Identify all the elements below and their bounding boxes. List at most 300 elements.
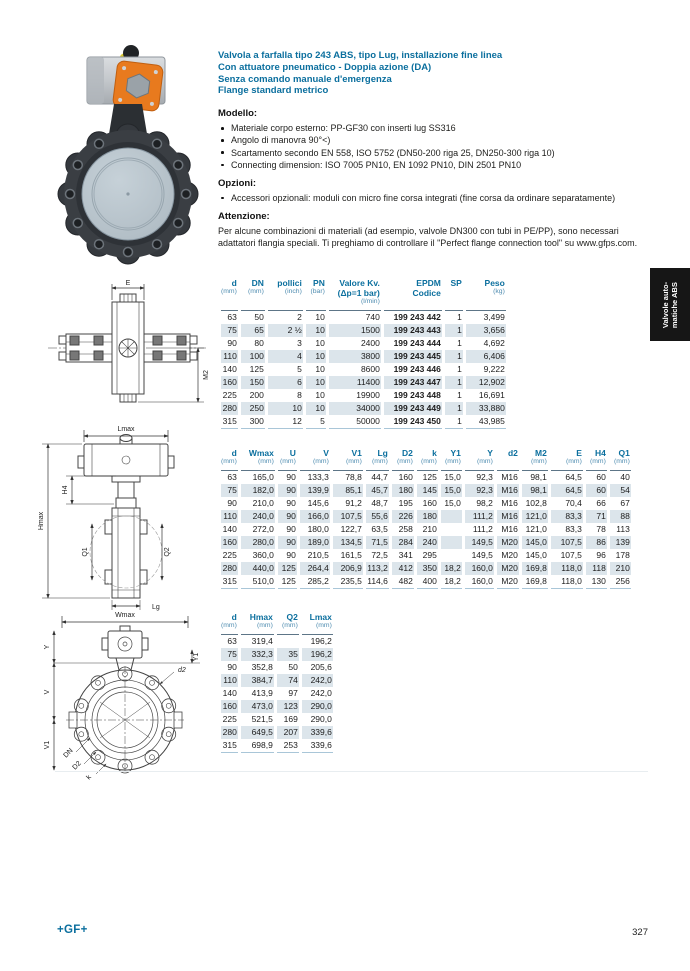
cell: 226 [392, 510, 414, 523]
side-tab-label [661, 281, 679, 327]
cell [441, 523, 462, 536]
column-header-q1: Q1 (mm) [610, 448, 631, 471]
cell: 166,0 [300, 510, 330, 523]
cell: 15,0 [441, 484, 462, 497]
page-title [218, 50, 654, 97]
cell: 10 [306, 324, 326, 337]
cell: 50000 [329, 415, 381, 429]
cell: 45,7 [366, 484, 389, 497]
section-heading-opzioni: Opzioni: [218, 178, 256, 189]
bullet-item [218, 159, 654, 171]
cell: 107,5 [551, 536, 583, 549]
cell: 43,985 [466, 415, 506, 429]
cell: 4 [268, 350, 303, 363]
cell: 199 243 443 [384, 324, 442, 337]
cell: 130 [586, 575, 607, 589]
table-row [221, 687, 333, 700]
cell: M20 [501, 549, 518, 560]
cell: 482 [392, 575, 414, 589]
bullet-text: Materiale corpo esterno: PP-GF30 con inserti lug SS316 [231, 123, 456, 134]
cell: 1 [457, 389, 462, 400]
cell: 145,6 [307, 497, 329, 508]
cell: 440,0 [241, 562, 275, 575]
cell: 63,5 [371, 523, 388, 534]
cell: 145 [417, 484, 438, 497]
table-row [221, 324, 506, 337]
cell: 10 [268, 402, 303, 415]
cell: 178 [615, 549, 630, 560]
cell: 242,0 [302, 674, 333, 687]
gf-logo: +GF+ [57, 924, 88, 936]
bullet-text: Accessori opzionali: moduli con micro fine corsa integrati (fine corsa da ordinare separatamente) [231, 193, 616, 203]
cell: 253 [277, 739, 299, 753]
bullet-icon [221, 151, 224, 154]
cell: M16 [501, 523, 518, 534]
cell: 339,6 [302, 726, 333, 739]
cell: 180 [417, 510, 438, 523]
cell: 199 243 449 [384, 402, 442, 415]
cell: 96 [596, 549, 606, 560]
cell: 258 [398, 523, 413, 534]
cell: 2 [297, 311, 302, 322]
cell: 5 [297, 363, 302, 374]
cell: 256 [610, 575, 631, 589]
column-header-d2: D2 (mm) [392, 448, 414, 471]
cell: 290,0 [310, 713, 332, 724]
cell: 75 [221, 648, 238, 661]
cell: 5 [306, 415, 326, 429]
dim-label-v: V [44, 689, 51, 695]
cell: 48,7 [371, 497, 388, 508]
cell: 88 [610, 510, 631, 523]
table-row [221, 713, 333, 726]
cell: 284 [392, 536, 414, 549]
dim-label-h4: H4 [62, 485, 69, 495]
cell: 6 [268, 376, 303, 389]
cell: 199 243 447 [384, 376, 442, 389]
cell: 15,0 [444, 497, 461, 508]
cell: 90 [286, 471, 296, 482]
cell: 92,3 [465, 484, 494, 497]
cell: 207 [277, 726, 299, 739]
cell: 98,2 [476, 497, 493, 508]
column-header-h4: H4 (mm) [586, 448, 607, 471]
cell: 90 [227, 661, 237, 672]
bullet-text: Angolo di manovra 90°<) [231, 135, 331, 146]
side-tab-line2: matiche ABS [670, 281, 680, 328]
cell: 160 [398, 471, 413, 482]
cell: 9,222 [483, 363, 505, 374]
cell: 3 [297, 337, 302, 348]
cell: 1 [457, 311, 462, 322]
cell: 182,0 [241, 484, 275, 497]
table-row [221, 350, 506, 363]
column-header-k: k (mm) [417, 448, 438, 471]
cell: 264,4 [300, 562, 330, 575]
cell: 3,656 [466, 324, 506, 337]
cell: 121,0 [522, 510, 548, 523]
table-row [221, 402, 506, 415]
table-row [221, 471, 631, 484]
cell: 1 [445, 350, 463, 363]
cell: 114,6 [366, 575, 389, 589]
cell: 44,7 [371, 471, 388, 482]
column-header-dn: DN (mm) [241, 278, 265, 311]
dim-label-d2-bolt: D2 [71, 760, 83, 772]
cell: 92,3 [476, 471, 493, 482]
cell: 98,1 [530, 471, 547, 482]
table-row [221, 739, 333, 753]
cell: 90 [286, 549, 296, 560]
cell: 16,691 [478, 389, 505, 400]
cell: 206,9 [333, 562, 363, 575]
cell: 180,0 [307, 523, 329, 534]
opzioni-bullet-list [218, 192, 654, 204]
cell: 339,6 [302, 739, 333, 753]
bullet-text: Scartamento secondo EN 558, ISO 5752 (DN50-200 riga 25, DN250-300 riga 10) [231, 147, 555, 158]
cell: 63 [227, 311, 237, 322]
dim-label-dn: DN [62, 747, 75, 760]
column-header-d: d (mm) [221, 612, 238, 635]
cell: 210 [610, 562, 631, 575]
cell: 83,3 [565, 523, 582, 534]
cell [441, 510, 462, 523]
table-row [221, 311, 506, 324]
cell: 18,2 [441, 562, 462, 575]
text-line: Flange standard metrico [218, 85, 329, 97]
cell: 272,0 [252, 523, 274, 534]
cell: 315 [221, 575, 238, 589]
dim-label-hmax: Hmax [38, 511, 45, 531]
cell: M16 [501, 497, 518, 508]
cell: 400 [417, 575, 438, 589]
cell: M20 [497, 575, 519, 589]
cell: 199 243 446 [393, 363, 441, 374]
cell: 139 [610, 536, 631, 549]
dim-label-v1: V1 [44, 740, 51, 750]
cell: 649,5 [241, 726, 274, 739]
dim-label-lmax: Lmax [117, 426, 135, 433]
cell: 15,0 [444, 471, 461, 482]
cell: 10 [315, 389, 325, 400]
cell: 97 [288, 687, 298, 698]
table-row [221, 389, 506, 402]
cell: 71 [586, 510, 607, 523]
column-header-lmax: Lmax (mm) [302, 612, 333, 635]
cell: 140 [222, 523, 237, 534]
cell: 8600 [360, 363, 380, 374]
dim-label-m2: M2 [203, 370, 210, 380]
column-header-pn: PN (bar) [306, 278, 326, 311]
cell: 133,3 [307, 471, 329, 482]
bullet-icon [221, 197, 224, 200]
cell: 160 [222, 536, 237, 547]
side-tab-line1: Valvole auto- [661, 281, 671, 328]
table-row [221, 510, 631, 523]
column-header-u: U (mm) [278, 448, 297, 471]
cell: 295 [422, 549, 437, 560]
dim-label-q2: Q2 [164, 547, 171, 557]
cell: 121,0 [525, 523, 547, 534]
table-row [221, 363, 506, 376]
drawing-plan-view [42, 276, 212, 431]
column-header-hmax: Hmax (mm) [241, 612, 274, 635]
cell: 145,0 [525, 549, 547, 560]
cell: 1 [457, 363, 462, 374]
dim-label-wmax: Wmax [115, 612, 135, 619]
cell: 63 [227, 635, 237, 646]
cell: 10 [315, 311, 325, 322]
cell: 225 [222, 549, 237, 560]
butterfly-valve-photo-icon [30, 40, 215, 272]
cell: 50 [288, 661, 298, 672]
cell: 205,6 [310, 661, 332, 672]
text-line: Valvola a farfalla tipo 243 ABS, tipo Lug, installazione fine linea [218, 50, 503, 61]
cell: 319,4 [251, 635, 273, 646]
cell: 78,8 [345, 471, 362, 482]
cell: 11400 [329, 376, 381, 389]
cell: 740 [365, 311, 380, 322]
side-tab [650, 268, 690, 341]
cell: 139,9 [300, 484, 330, 497]
column-header-epdm: EPDM Codice [384, 278, 442, 311]
column-header-pollici: pollici (inch) [268, 278, 303, 311]
cell: 210 [422, 523, 437, 534]
cell: 225 [222, 389, 237, 400]
cell: 160 [222, 700, 237, 711]
cell: 280 [222, 562, 237, 573]
table-row [221, 648, 333, 661]
cell: 149,5 [465, 536, 494, 549]
dimensions-height-grid [218, 612, 336, 753]
column-header-lg: Lg (mm) [366, 448, 389, 471]
cell: M20 [497, 562, 519, 575]
cell: 110 [221, 350, 238, 363]
cell: 285,2 [300, 575, 330, 589]
table-row [221, 523, 631, 536]
cell: 134,5 [333, 536, 363, 549]
cell: 118,0 [551, 562, 583, 575]
cell: M16 [497, 510, 519, 523]
cell: 40 [620, 471, 630, 482]
cell: 150 [241, 376, 265, 389]
table-row [221, 674, 333, 687]
cell: 65 [241, 324, 265, 337]
text-line: Senza comando manuale d'emergenza [218, 73, 392, 85]
cell: 169 [283, 713, 298, 724]
column-header-d: d (mm) [221, 278, 238, 311]
cell: 199 243 448 [393, 389, 441, 400]
cell: 140 [222, 687, 237, 698]
cell: 19900 [356, 389, 380, 400]
cell: 473,0 [241, 700, 274, 713]
cell: 1 [445, 376, 463, 389]
cell: M16 [497, 484, 519, 497]
cell: 10 [306, 376, 326, 389]
cell: 125 [422, 471, 437, 482]
column-header-y: Y (mm) [465, 448, 494, 471]
modello-bullet-list [218, 122, 654, 171]
cell: 250 [241, 402, 265, 415]
text-line: Con attuatore pneumatico - Doppia azione (DA) [218, 61, 432, 73]
cell [441, 536, 462, 549]
cell: 118,0 [551, 575, 583, 589]
ordering-grid [218, 278, 509, 429]
cell: 290,0 [302, 700, 333, 713]
table-row [221, 484, 631, 497]
cell: 160 [222, 376, 237, 387]
cell: 86 [586, 536, 607, 549]
cell: 83,3 [551, 510, 583, 523]
section-heading-attenzione: Attenzione: [218, 211, 270, 223]
cell: 160 [422, 497, 437, 508]
section-heading-modello: Modello: [218, 108, 258, 120]
dim-label-y1: Y1 [193, 652, 200, 662]
column-header-d: d (mm) [221, 448, 238, 471]
cell: 199 243 445 [384, 350, 442, 363]
cell: 1 [445, 415, 463, 429]
cell: 113 [616, 523, 630, 534]
cell: 107,5 [560, 549, 582, 560]
dimensions-table-main [218, 448, 634, 589]
cell: 50 [254, 311, 264, 322]
cell: 70,4 [565, 497, 582, 508]
column-header-e: E (mm) [551, 448, 583, 471]
cell: 64,5 [551, 484, 583, 497]
bullet-icon [221, 139, 224, 142]
column-header-valore-kv-: Valore Kv. (Δp=1 bar) (l/min) [329, 278, 381, 311]
drawing-side-view [28, 420, 213, 617]
cell: 90 [286, 523, 296, 534]
cell: 1 [445, 402, 463, 415]
table-row [221, 497, 631, 510]
cell: 145,0 [522, 536, 548, 549]
page-number: 327 [632, 927, 648, 938]
bullet-item [218, 134, 654, 146]
cell: 1 [445, 324, 463, 337]
cell: 235,5 [333, 575, 363, 589]
cell: 242,0 [310, 687, 332, 698]
cell: 160,0 [465, 575, 494, 589]
table-row [221, 575, 631, 589]
cell: 110 [221, 674, 238, 687]
dim-label-y: Y [44, 644, 51, 650]
column-header-sp: SP [445, 278, 463, 311]
cell: 360,0 [252, 549, 274, 560]
cell: 90 [227, 497, 237, 508]
cell: 90 [278, 484, 297, 497]
cell: 195 [398, 497, 413, 508]
column-header-v1: V1 (mm) [333, 448, 363, 471]
cell: 384,7 [241, 674, 274, 687]
cell: 125 [278, 562, 297, 575]
cell: 200 [249, 389, 264, 400]
cell: 698,9 [241, 739, 274, 753]
bullet-text: Connecting dimension: ISO 7005 PN10, EN 1092 PN10, DIN 2501 PN10 [231, 159, 522, 170]
column-header-peso: Peso (kg) [466, 278, 506, 311]
cell: 125 [278, 575, 297, 589]
cell: 240,0 [241, 510, 275, 523]
cell: 169,8 [522, 575, 548, 589]
cell: 111,2 [472, 523, 493, 534]
bullet-item [218, 192, 654, 204]
cell: 75 [221, 324, 238, 337]
cell: 240 [417, 536, 438, 549]
cell: 412 [392, 562, 414, 575]
cell: 64,5 [565, 471, 582, 482]
cell: 12,902 [466, 376, 506, 389]
dim-label-k: k [85, 773, 93, 782]
cell: 169,8 [522, 562, 548, 575]
cell: 315 [221, 415, 238, 429]
cell: 332,3 [241, 648, 274, 661]
cell: 33,880 [466, 402, 506, 415]
cell: 66 [596, 497, 606, 508]
cell: 300 [241, 415, 265, 429]
cell: 85,1 [333, 484, 363, 497]
bullet-icon [221, 164, 224, 167]
table-row [221, 700, 333, 713]
bullet-item [218, 122, 654, 134]
cell: 196,2 [310, 635, 332, 646]
cell: 74 [277, 674, 299, 687]
cell: 102,8 [525, 497, 547, 508]
cell: 1 [457, 337, 462, 348]
cell: 72,5 [371, 549, 388, 560]
cell: 140 [222, 363, 237, 374]
table-row [221, 415, 506, 429]
cell [277, 635, 299, 648]
cell: 100 [241, 350, 265, 363]
cell: 521,5 [251, 713, 273, 724]
cell: 107,5 [333, 510, 363, 523]
cell [441, 549, 462, 562]
cell: M16 [501, 471, 518, 482]
table-row [221, 562, 631, 575]
column-header-m2: M2 (mm) [522, 448, 548, 471]
cell: 113,2 [367, 562, 388, 573]
dimensions-main-grid [218, 448, 634, 589]
cell: 10 [306, 350, 326, 363]
cell: 225 [222, 713, 237, 724]
table-row [221, 337, 506, 350]
cell: 3,499 [483, 311, 505, 322]
cell: 6,406 [466, 350, 506, 363]
product-photo [30, 40, 215, 272]
intro-block [218, 50, 654, 250]
cell: 12 [268, 415, 303, 429]
cell: 413,9 [251, 687, 273, 698]
cell: 90 [227, 337, 237, 348]
cell: 91,2 [345, 497, 362, 508]
cell: 8 [297, 389, 302, 400]
cell: 2 ½ [268, 324, 303, 337]
cell: 280,0 [241, 536, 275, 549]
cell: 90 [286, 497, 296, 508]
cell: 189,0 [300, 536, 330, 549]
cell: 4,692 [483, 337, 505, 348]
cell: 10 [315, 363, 325, 374]
cell: 63 [227, 471, 237, 482]
cell: 280 [222, 726, 237, 737]
cell: 111,2 [465, 510, 494, 523]
cell: 10 [315, 337, 325, 348]
cell: 78 [596, 523, 606, 534]
cell: 35 [277, 648, 299, 661]
column-header-q2: Q2 (mm) [277, 612, 299, 635]
dim-label-e: E [125, 280, 131, 287]
cell: 10 [306, 402, 326, 415]
